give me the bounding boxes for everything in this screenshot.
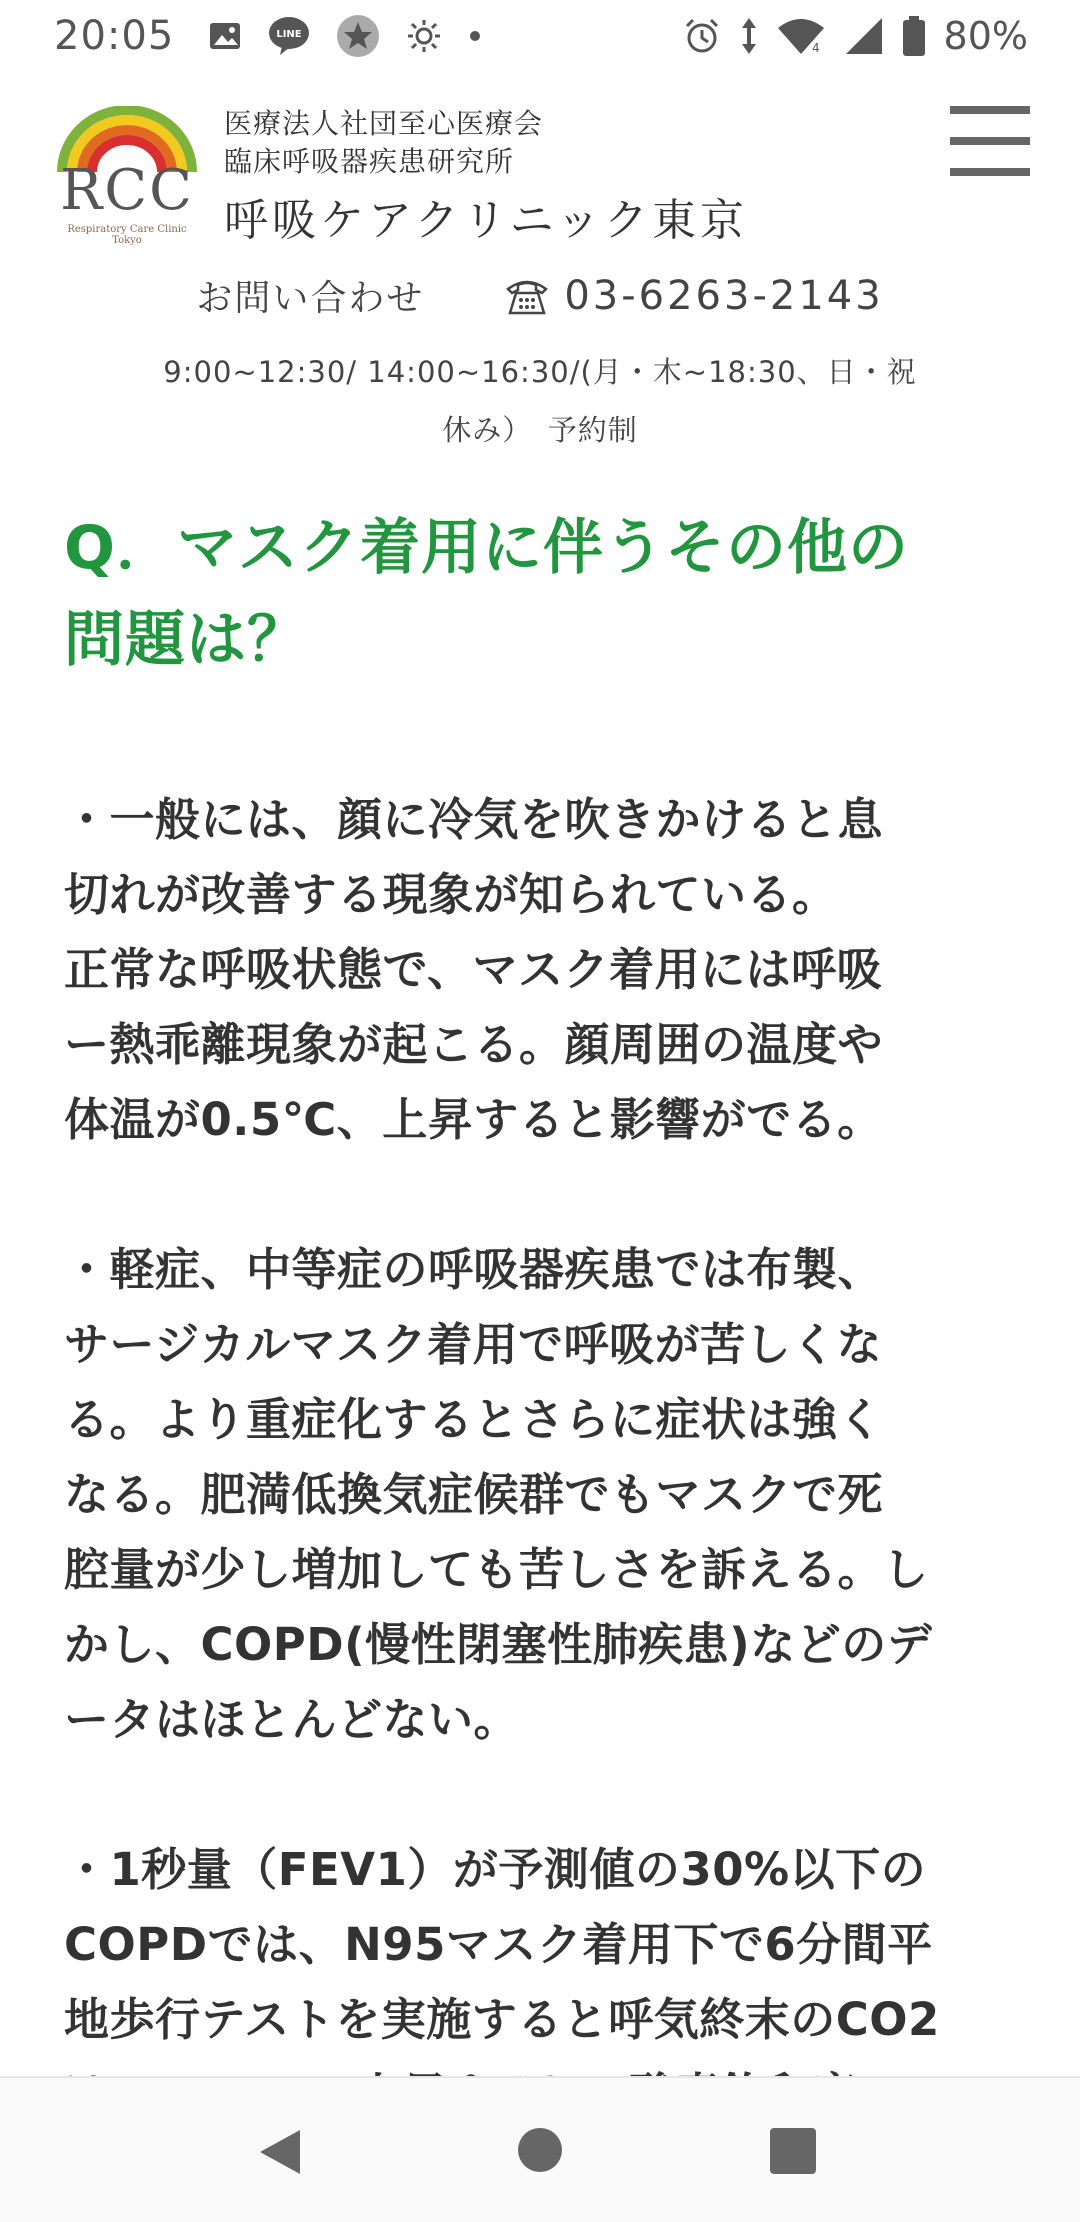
dot-icon	[468, 29, 482, 43]
phone-link[interactable]	[504, 273, 883, 319]
svg-text:4: 4	[811, 41, 820, 55]
clinic-logo[interactable]	[56, 106, 198, 246]
paragraph-1: ・一般には、顔に冷気を吹きかけると息 切れが改善する現象が知られている。 正常な呼吸状態で、マスク着用には呼吸 ー熱乖離現象が起こる。顔周囲の温度や 体温が0.5℃、上昇すると影響がでる。	[64, 793, 884, 1146]
hamburger-menu-icon[interactable]	[950, 106, 1030, 176]
business-hours	[0, 343, 1080, 459]
logo-subtext: Respiratory Care Clinic Tokyo	[67, 224, 187, 246]
line-icon	[268, 16, 310, 56]
brightness-icon	[406, 18, 442, 54]
alarm-icon	[682, 16, 722, 56]
phone-number: 03-6263-2143	[564, 272, 884, 319]
paragraph-2: ・軽症、中等症の呼吸器疾患では布製、 サージカルマスク着用で呼吸が苦しくな る。より重症化するとさらに症状は強く なる。肥満低換気症候群でもマスクで死 腔量が少し増加しても苦しさを訴える。し かし、COPD(慢性閉塞性肺疾患)などのデ ータはほとんどない。	[64, 1243, 933, 1746]
contact-label: お問い合わせ	[196, 278, 425, 319]
paragraph-3: ・1秒量（FEV1）が予測値の30%以下の COPDでは、N95マスク着用下で6分間平 地歩行テストを実施すると呼気終末のCO2	[64, 1843, 940, 2046]
recents-icon[interactable]	[770, 2128, 816, 2174]
star-badge-icon	[336, 14, 380, 58]
clinic-name: 呼吸ケアクリニック東京	[224, 195, 749, 246]
org-name-line2: 臨床呼吸器疾患研究所	[224, 145, 515, 178]
signal-icon	[844, 16, 884, 56]
org-name-line1: 医療法人社団至心医療会	[224, 107, 544, 140]
hours-line1: 9:00~12:30/ 14:00~16:30/(月・木~18:30、日・祝	[163, 355, 917, 389]
telephone-icon	[504, 277, 550, 315]
data-arrows-icon	[740, 16, 758, 56]
back-icon[interactable]	[258, 2128, 302, 2180]
image-icon	[208, 19, 242, 53]
home-icon[interactable]	[518, 2128, 562, 2172]
status-bar	[0, 0, 1080, 72]
hours-line2: 休み） 予約制	[442, 413, 638, 447]
battery-percent: 80%	[943, 14, 1028, 58]
navigation-bar	[0, 2076, 1080, 2222]
wifi-icon	[776, 16, 826, 56]
question-title: Q．マスク着用に伴うその他の 問題は？	[64, 513, 910, 675]
article-content	[64, 502, 1024, 2132]
svg-text:LINE: LINE	[276, 29, 302, 40]
notification-icons	[208, 14, 482, 58]
site-header	[0, 96, 1080, 246]
battery-icon	[902, 15, 926, 57]
logo-text: RCC	[60, 158, 194, 223]
status-time: 20:05	[54, 13, 175, 59]
contact-info	[0, 270, 1080, 459]
